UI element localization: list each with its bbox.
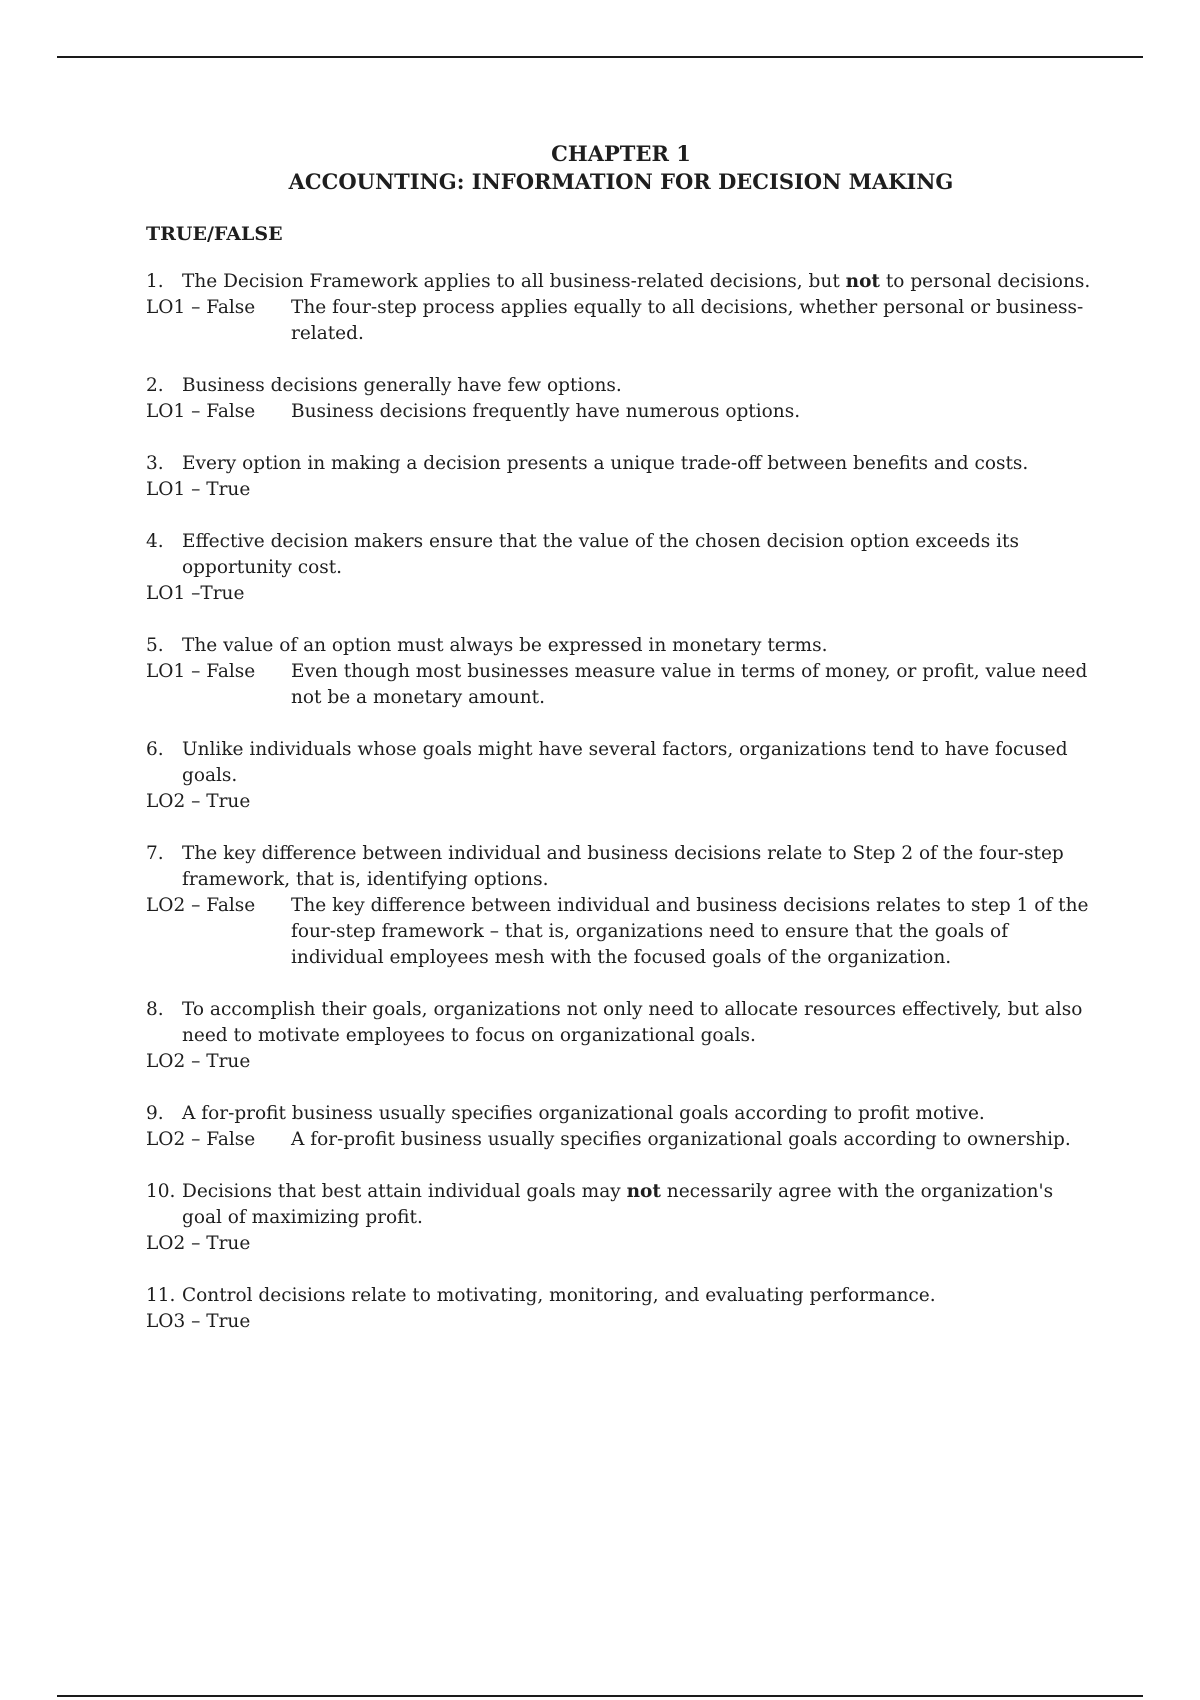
emphasis-word: not [845, 271, 880, 292]
answer-key: LO1 – False [146, 297, 256, 318]
question-number: 4. [146, 531, 164, 552]
answer-row [146, 1309, 1096, 1335]
question-item [146, 529, 1096, 607]
question-number: 6. [146, 739, 164, 760]
question-item [146, 451, 1096, 503]
question-text [182, 1101, 1096, 1127]
question-text-part: The Decision Framework applies to all business-related decisions, but [182, 271, 846, 292]
answer-key: LO1 – False [146, 661, 256, 682]
answer-row [146, 893, 1096, 971]
question-row [146, 269, 1096, 295]
emphasis-word: not [626, 1181, 661, 1202]
question-number: 5. [146, 635, 164, 656]
question-text-part: A for-profit business usually specifies organizational goals according to profit motive. [182, 1103, 985, 1124]
answer-row [146, 1231, 1096, 1257]
question-number: 8. [146, 999, 164, 1020]
question-text-part: to personal decisions. [879, 271, 1091, 292]
answer-row [146, 789, 1096, 815]
question-number: 1. [146, 271, 164, 292]
question-row [146, 1283, 1096, 1309]
question-item [146, 1179, 1096, 1257]
answer-key: LO2 – True [146, 1233, 251, 1254]
question-row [146, 1179, 1096, 1231]
question-number: 9. [146, 1103, 164, 1124]
question-text-part: Decisions that best attain individual goals may [182, 1181, 627, 1202]
question-text-part: The value of an option must always be expressed in monetary terms. [182, 635, 828, 656]
document-page [146, 140, 1096, 1361]
question-number: 2. [146, 375, 164, 396]
chapter-heading: CHAPTER 1 [551, 141, 691, 166]
answer-key: LO1 –True [146, 583, 245, 604]
question-text-part: Control decisions relate to motivating, monitoring, and evaluating performance. [182, 1285, 936, 1306]
question-text [182, 373, 1096, 399]
question-number: 11. [146, 1285, 176, 1306]
question-row [146, 1101, 1096, 1127]
question-text-part: Unlike individuals whose goals might have several factors, organizations tend to have focused goals. [182, 739, 1068, 786]
question-row [146, 737, 1096, 789]
answer-key: LO1 – False [146, 401, 256, 422]
question-item [146, 269, 1096, 347]
answer-row [146, 1049, 1096, 1075]
answer-row [146, 399, 1096, 425]
question-text [182, 269, 1096, 295]
question-row [146, 373, 1096, 399]
question-row [146, 633, 1096, 659]
question-number: 10. [146, 1181, 176, 1202]
question-row [146, 997, 1096, 1049]
answer-row [146, 1127, 1096, 1153]
answer-row [146, 581, 1096, 607]
question-item [146, 841, 1096, 971]
question-text-part: To accomplish their goals, organizations not only need to allocate resources effectively, but also need to motivate employees to focus on organizational goals. [182, 999, 1083, 1046]
question-item [146, 633, 1096, 711]
question-text-part: Business decisions generally have few options. [182, 375, 622, 396]
answer-key: LO1 – True [146, 479, 251, 500]
question-text-part: Effective decision makers ensure that the value of the chosen decision option exceeds its opportunity cost. [182, 531, 1019, 578]
answer-key: LO2 – False [146, 1129, 256, 1150]
section-heading: TRUE/FALSE [146, 223, 283, 245]
question-text [182, 633, 1096, 659]
question-item [146, 737, 1096, 815]
answer-key: LO3 – True [146, 1311, 251, 1332]
answer-explanation: The four-step process applies equally to all decisions, whether personal or business-related. [291, 297, 1084, 344]
question-row [146, 841, 1096, 893]
top-rule [57, 56, 1143, 58]
question-text [182, 997, 1096, 1049]
answer-row [146, 477, 1096, 503]
question-item [146, 373, 1096, 425]
question-text [182, 1283, 1096, 1309]
question-text [182, 737, 1096, 789]
answer-explanation: Even though most businesses measure value in terms of money, or profit, value need not be a monetary amount. [291, 661, 1088, 708]
question-text-part: The key difference between individual and business decisions relate to Step 2 of the four-step framework, that is, identifying options. [182, 843, 1064, 890]
answer-row [146, 659, 1096, 711]
question-number: 7. [146, 843, 164, 864]
bottom-rule [57, 1695, 1143, 1697]
answer-key: LO2 – True [146, 1051, 251, 1072]
question-item [146, 1101, 1096, 1153]
answer-explanation: The key difference between individual and business decisions relates to step 1 of the four-step framework – that is, organizations need to ensure that the goals of individual employees mesh with the focused goals of the organization. [291, 895, 1089, 968]
question-row [146, 529, 1096, 581]
chapter-title: ACCOUNTING: INFORMATION FOR DECISION MAKING [288, 169, 954, 194]
answer-row [146, 295, 1096, 347]
question-item [146, 997, 1096, 1075]
question-text-part: Every option in making a decision presents a unique trade-off between benefits and costs. [182, 453, 1029, 474]
answer-key: LO2 – False [146, 895, 256, 916]
question-text [182, 841, 1096, 893]
answer-key: LO2 – True [146, 791, 251, 812]
question-text [182, 451, 1096, 477]
answer-explanation: Business decisions frequently have numerous options. [291, 401, 801, 422]
question-row [146, 451, 1096, 477]
question-text [182, 1179, 1096, 1231]
question-number: 3. [146, 453, 164, 474]
question-list [146, 269, 1096, 1335]
question-text [182, 529, 1096, 581]
answer-explanation: A for-profit business usually specifies organizational goals according to ownership. [291, 1129, 1071, 1150]
question-text-part: necessarily agree with the organization's goal of maximizing profit. [182, 1181, 1054, 1228]
question-item [146, 1283, 1096, 1335]
